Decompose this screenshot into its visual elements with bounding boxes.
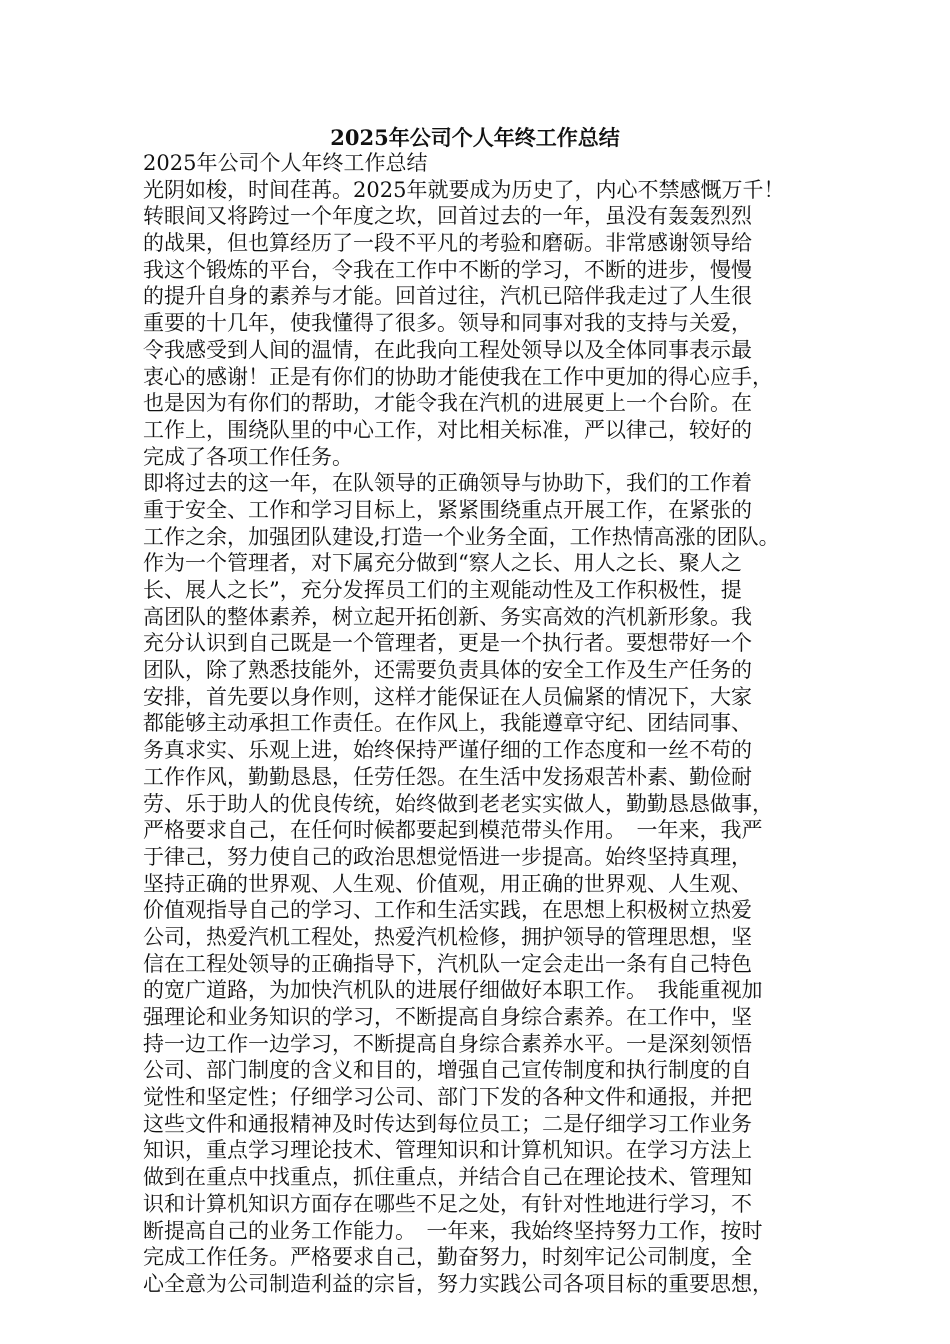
text-line: 团队，除了熟悉技能外，还需要负责具体的安全工作及生产任务的 — [143, 658, 752, 683]
text-line: 的提升自身的素养与才能。回首过往，汽机已陪伴我走过了人生很 — [143, 284, 752, 309]
document-body — [143, 150, 815, 1298]
text-line: 这些文件和通报精神及时传达到每位员工；二是仔细学习工作业务 — [143, 1111, 752, 1136]
text-line: 工作上，围绕队里的中心工作，对比相关标准，严以律己，较好的 — [143, 417, 752, 442]
text-line: 务真求实、乐观上进，始终保持严谨仔细的工作态度和一丝不苟的 — [143, 738, 752, 763]
text-line: 转眼间又将跨过一个年度之坎，回首过去的一年，虽没有轰轰烈烈 — [143, 204, 752, 229]
text-line: 衷心的感谢！正是有你们的协助才能使我在工作中更加的得心应手， — [143, 364, 773, 389]
text-line: 安排，首先要以身作则，这样才能保证在人员偏紧的情况下，大家 — [143, 684, 752, 709]
text-line: 心全意为公司制造利益的宗旨，努力实践公司各项目标的重要思想， — [143, 1271, 773, 1296]
text-line: 断提高自己的业务工作能力。 一年来，我始终坚持努力工作，按时 — [143, 1218, 763, 1243]
text-line: 重要的十几年，使我懂得了很多。领导和同事对我的支持与关爱， — [143, 311, 752, 336]
document-title: 2025年公司个人年终工作总结 — [330, 125, 620, 150]
text-line: 我这个锻炼的平台，令我在工作中不断的学习，不断的进步，慢慢 — [143, 257, 752, 282]
text-line: 做到在重点中找重点，抓住重点，并结合自己在理论技术、管理知 — [143, 1165, 752, 1190]
text-line: 完成工作任务。严格要求自己，勤奋努力，时刻牢记公司制度，全 — [143, 1245, 752, 1270]
text-line: 都能够主动承担工作责任。在作风上，我能遵章守纪、团结同事、 — [143, 711, 752, 736]
text-line: 识和计算机知识方面存在哪些不足之处，有针对性地进行学习，不 — [143, 1191, 752, 1216]
text-line: 也是因为有你们的帮助，才能令我在汽机的进展更上一个台阶。在 — [143, 391, 752, 416]
text-line: 劳、乐于助人的优良传统，始终做到老老实实做人，勤勤恳恳做事， — [143, 791, 773, 816]
text-line: 坚持正确的世界观、人生观、价值观，用正确的世界观、人生观、 — [143, 871, 752, 896]
text-line: 的宽广道路，为加快汽机队的进展仔细做好本职工作。 我能重视加 — [143, 978, 763, 1003]
text-line: 知识，重点学习理论技术、管理知识和计算机知识。在学习方法上 — [143, 1138, 752, 1163]
text-line: 工作之余，加强团队建设,打造一个业务全面，工作热情高涨的团队。 — [143, 524, 780, 549]
text-line: 完成了各项工作任务。 — [143, 444, 353, 469]
text-line: 2025年公司个人年终工作总结 — [143, 151, 428, 175]
text-line: 觉性和坚定性；仔细学习公司、部门下发的各种文件和通报，并把 — [143, 1085, 752, 1110]
text-line: 公司、部门制度的含义和目的，增强自己宣传制度和执行制度的自 — [143, 1058, 752, 1083]
text-line: 持一边工作一边学习，不断提高自身综合素养水平。一是深刻领悟 — [143, 1031, 752, 1056]
text-line: 高团队的整体素养，树立起开拓创新、务实高效的汽机新形象。我 — [143, 604, 752, 629]
text-line: 光阴如梭，时间荏苒。2025年就要成为历史了，内心不禁感慨万千！ — [143, 177, 785, 202]
text-line: 工作作风，勤勤恳恳，任劳任怨。在生活中发扬艰苦朴素、勤俭耐 — [143, 764, 752, 789]
text-line: 重于安全、工作和学习目标上，紧紧围绕重点开展工作，在紧张的 — [143, 497, 752, 522]
text-line: 强理论和业务知识的学习，不断提高自身综合素养。在工作中，坚 — [143, 1005, 752, 1029]
text-line: 令我感受到人间的温情，在此我向工程处领导以及全体同事表示最 — [143, 337, 752, 362]
text-line: 的战果，但也算经历了一段不平凡的考验和磨砺。非常感谢领导给 — [143, 231, 752, 256]
text-line: 公司，热爱汽机工程处，热爱汽机检修，拥护领导的管理思想，坚 — [143, 924, 752, 949]
text-line: 即将过去的这一年，在队领导的正确领导与协助下，我们的工作着 — [143, 471, 752, 496]
text-line: 严格要求自己，在任何时候都要起到模范带头作用。 一年来，我严 — [143, 818, 763, 843]
text-line: 充分认识到自己既是一个管理者，更是一个执行者。要想带好一个 — [143, 631, 752, 656]
text-line: 价值观指导自己的学习、工作和生活实践，在思想上积极树立热爱 — [143, 898, 752, 923]
text-line: 作为一个管理者，对下属充分做到“察人之长、用人之长、聚人之 — [143, 551, 742, 576]
text-line: 信在工程处领导的正确指导下，汽机队一定会走出一条有自己特色 — [143, 951, 752, 976]
text-line: 于律己，努力使自己的政治思想觉悟进一步提高。始终坚持真理， — [143, 844, 752, 869]
text-line: 长、展人之长”，充分发挥员工们的主观能动性及工作积极性，提 — [143, 578, 742, 602]
